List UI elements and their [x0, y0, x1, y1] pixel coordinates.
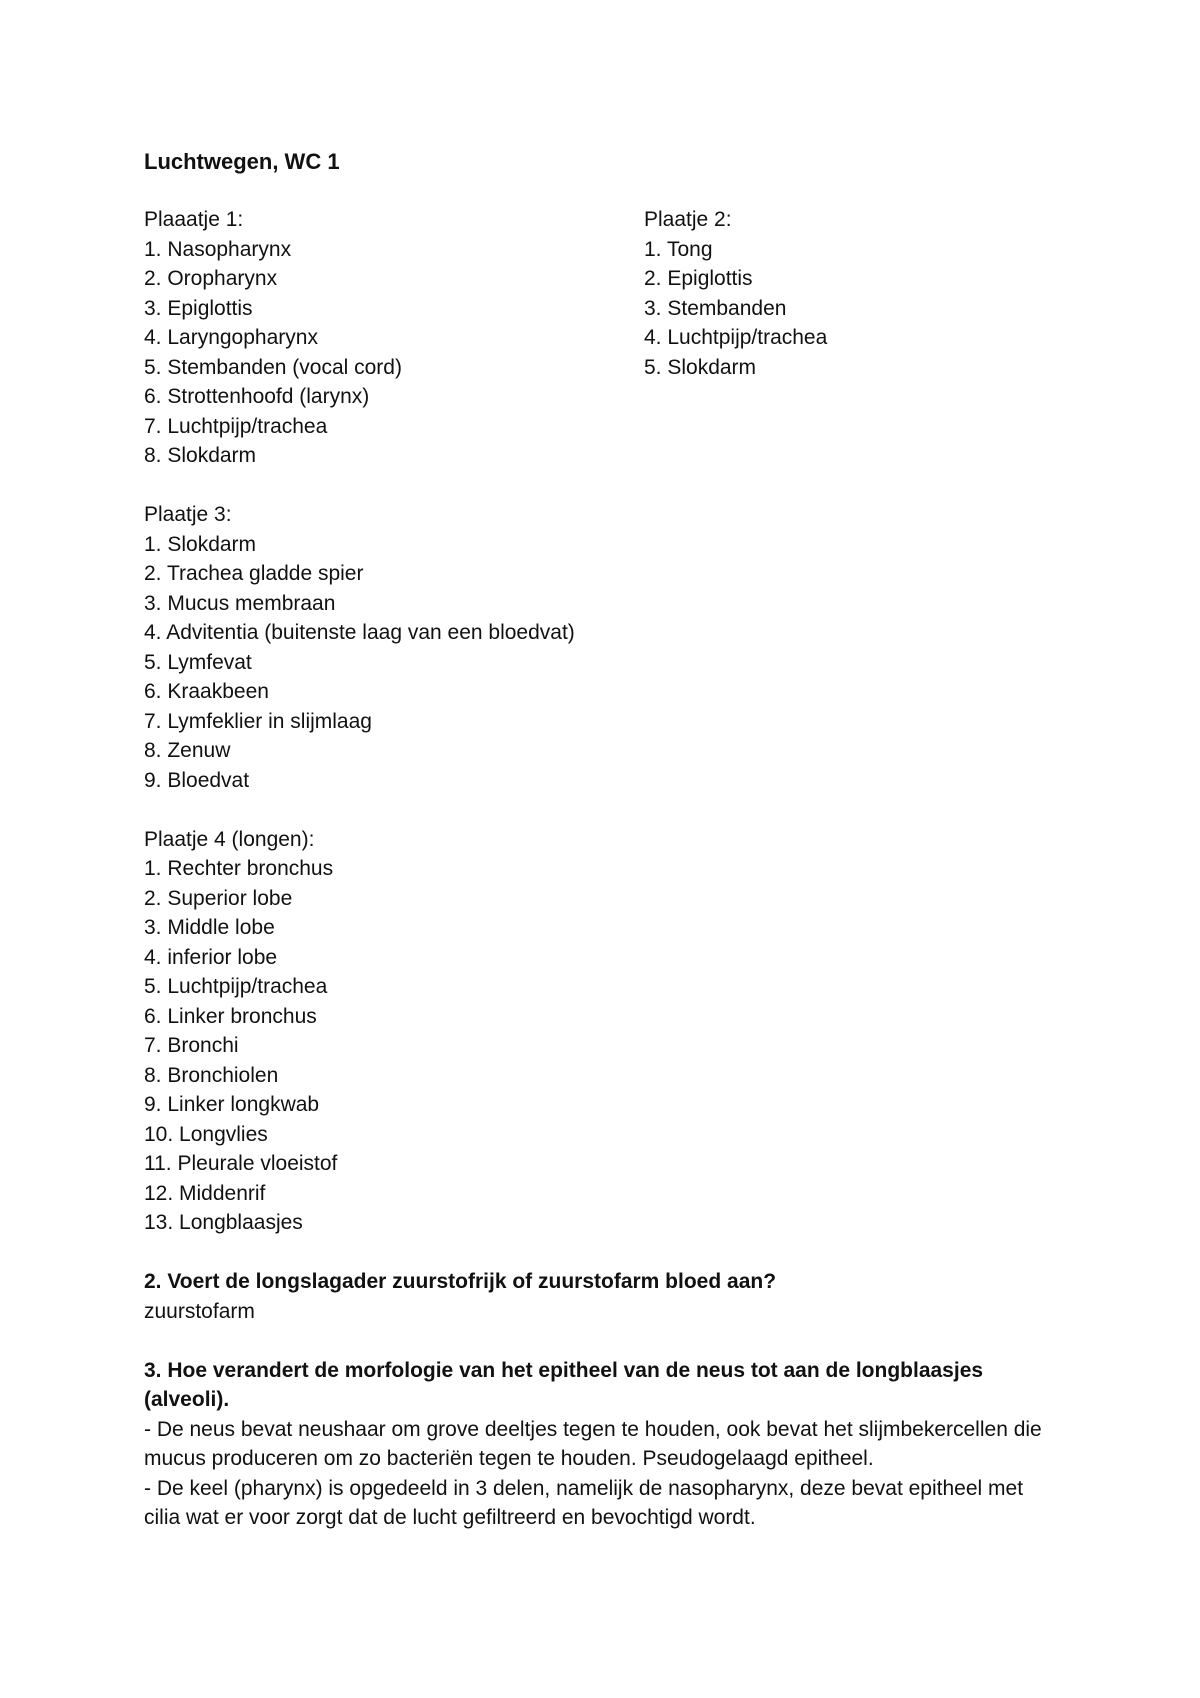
- list-item: 2. Trachea gladde spier: [144, 562, 364, 585]
- list-item: 6. Strottenhoofd (larynx): [144, 385, 370, 408]
- question-3-section: [144, 1356, 1064, 1533]
- list-item: 5. Slokdarm: [644, 355, 757, 379]
- list-item: 3. Epiglottis: [144, 296, 253, 320]
- list-item: 7. Luchtpijp/trachea: [144, 414, 328, 438]
- list-item: 3. Stembanden: [644, 296, 787, 320]
- list-item: 1. Rechter bronchus: [144, 857, 334, 880]
- list-item: 5. Lymfevat: [144, 650, 252, 674]
- list-item: 1. Slokdarm: [144, 532, 257, 556]
- question-3-answer-paragraph: - De neus bevat neushaar om grove deeltjes tegen te houden, ook bevat het slijmbekercellen die mucus produceren om zo bacteriën tegen te houden. Pseudogelaagd epitheel.: [144, 1417, 1042, 1470]
- list-item: 9. Linker longkwab: [144, 1093, 320, 1116]
- plaatje-1-heading: Plaaatje 1:: [144, 208, 244, 231]
- list-item: 1. Nasopharynx: [144, 237, 292, 261]
- list-item: 3. Middle lobe: [144, 916, 275, 939]
- list-item: 8. Zenuw: [144, 739, 231, 762]
- list-item: 4. inferior lobe: [144, 945, 278, 969]
- list-item: 13. Longblaasjes: [144, 1211, 303, 1234]
- question-2-title: 2. Voert de longslagader zuurstofrijk of zuurstofarm bloed aan?: [144, 1270, 777, 1293]
- list-item: 1. Tong: [644, 237, 713, 261]
- plaatje-2-heading: Plaatje 2:: [644, 208, 732, 231]
- plaatje-3-section: [144, 500, 1064, 795]
- plaatje-1-section: [144, 205, 644, 471]
- list-item: 2. Epiglottis: [644, 267, 753, 290]
- question-2-answer: zuurstofarm: [144, 1299, 255, 1323]
- plaatje-3-heading: Plaatje 3:: [144, 503, 232, 526]
- plaatje-4-section: [144, 825, 1064, 1238]
- list-item: 10. Longvlies: [144, 1122, 268, 1146]
- document-content: [144, 147, 1064, 1562]
- list-item: 7. Bronchi: [144, 1034, 239, 1057]
- list-item: 4. Luchtpijp/trachea: [644, 326, 828, 349]
- list-item: 11. Pleurale vloeistof: [144, 1152, 338, 1175]
- list-item: 8. Slokdarm: [144, 444, 257, 467]
- list-item: 8. Bronchiolen: [144, 1063, 279, 1087]
- list-item: 7. Lymfeklier in slijmlaag: [144, 709, 372, 733]
- list-item: 2. Superior lobe: [144, 886, 293, 910]
- list-item: 5. Luchtpijp/trachea: [144, 975, 328, 998]
- plaatje-2-section: [644, 205, 1064, 382]
- list-item: 12. Middenrif: [144, 1181, 266, 1205]
- list-item: 4. Laryngopharynx: [144, 326, 318, 349]
- list-item: 4. Advitentia (buitenste laag van een bloedvat): [144, 621, 575, 644]
- document-title: Luchtwegen, WC 1: [144, 149, 340, 174]
- list-item: 9. Bloedvat: [144, 768, 250, 792]
- list-item: 2. Oropharynx: [144, 267, 278, 290]
- question-2-section: [144, 1267, 1064, 1326]
- list-item: 3. Mucus membraan: [144, 591, 336, 615]
- plaatje-1-2-row: [144, 205, 1064, 500]
- question-3-answer-paragraph: - De keel (pharynx) is opgedeeld in 3 delen, namelijk de nasopharynx, deze bevat epitheel met cilia wat er voor zorgt dat de lucht gefiltreerd en bevochtigd wordt.: [144, 1476, 1024, 1529]
- list-item: 6. Linker bronchus: [144, 1004, 317, 1028]
- list-item: 5. Stembanden (vocal cord): [144, 355, 402, 379]
- plaatje-4-heading: Plaatje 4 (longen):: [144, 827, 315, 851]
- question-3-title: 3. Hoe verandert de morfologie van het epitheel van de neus tot aan de longblaasjes (alveoli).: [144, 1358, 984, 1411]
- list-item: 6. Kraakbeen: [144, 680, 269, 703]
